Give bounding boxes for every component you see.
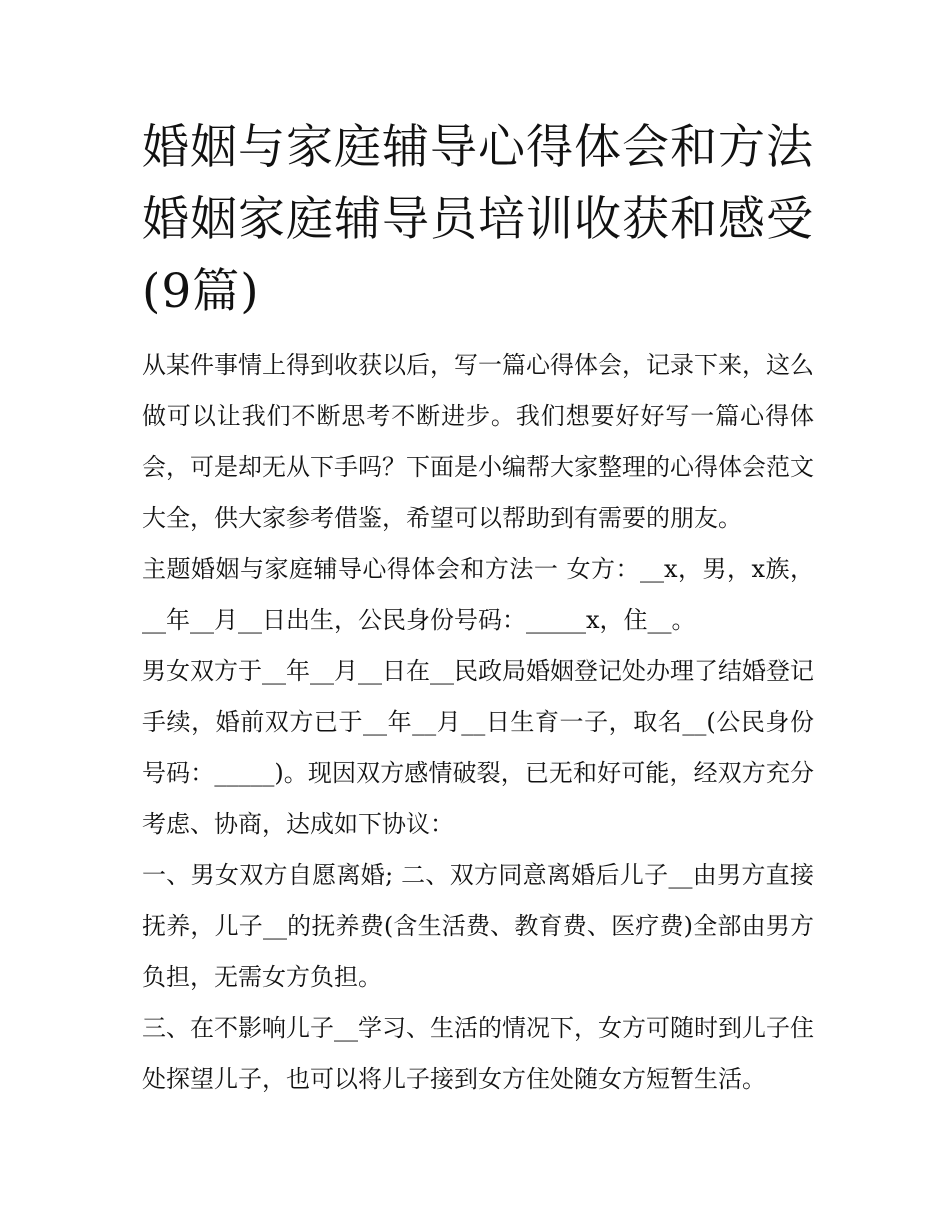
paragraph-parties: 主题婚姻与家庭辅导心得体会和方法一 女方：__x，男，x族，__年__月__日出生，公民身份号码：_____x，住__。	[142, 555, 814, 634]
document-body	[142, 340, 814, 1105]
paragraph-intro: 从某件事情上得到收获以后，写一篇心得体会，记录下来，这么做可以让我们不断思考不断进步。我们想要好好写一篇心得体会，可是却无从下手吗？下面是小编帮大家整理的心得体会范文大全，供大家参考借鉴，希望可以帮助到有需要的朋友。	[142, 351, 814, 532]
document-title: 婚姻与家庭辅导心得体会和方法 婚姻家庭辅导员培训收获和感受(9篇)	[142, 120, 814, 319]
document-page	[142, 112, 814, 1105]
paragraph-clause-3: 三、在不影响儿子__学习、生活的情况下，女方可随时到儿子住处探望儿子，也可以将儿子接到女方住处随女方短暂生活。	[142, 1014, 814, 1093]
paragraph-marriage-info: 男女双方于__年__月__日在__民政局婚姻登记处办理了结婚登记手续，婚前双方已于__年__月__日生育一子，取名__(公民身份号码：_____)。现因双方感情破裂，已无和好可能，经双方充分考虑、协商，达成如下协议：	[142, 657, 814, 838]
paragraph-clause-1-2: 一、男女双方自愿离婚; 二、双方同意离婚后儿子__由男方直接抚养，儿子__的抚养费(含生活费、教育费、医疗费)全部由男方负担，无需女方负担。	[142, 861, 814, 991]
